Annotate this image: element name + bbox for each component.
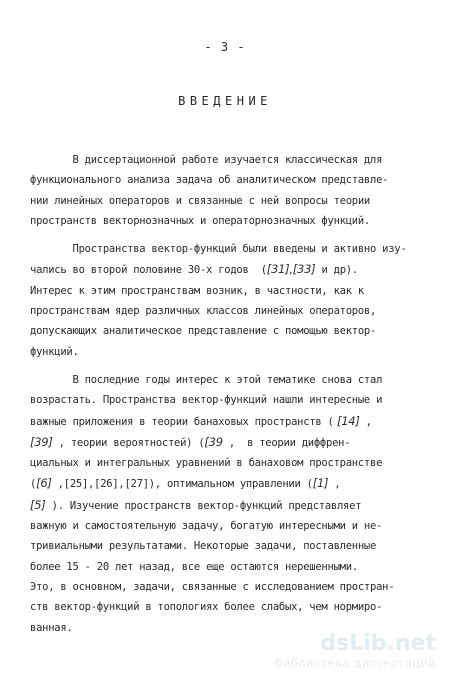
handwritten-reference: [14] [333, 413, 360, 428]
text-line [30, 259, 440, 280]
handwritten-reference: [39] [30, 434, 53, 449]
handwritten-reference: [31],[33] [266, 262, 316, 277]
text-line: пространствам ядер различных классов линейных операторов, [30, 305, 377, 318]
text-line: важную и самостоятельную задачу, богатую интересными и не- [30, 520, 383, 533]
watermark [275, 632, 436, 670]
handwritten-reference: [39 [204, 434, 223, 449]
handwritten-reference: [1] [312, 476, 329, 491]
text-segment: важные приложения в теории банаховых пространств ( [30, 415, 334, 428]
text-line [30, 432, 440, 453]
text-segment: ( [30, 478, 37, 491]
text-segment: ). Изучение пространств вектор-функций представляет [45, 499, 362, 512]
text-line: В последние годы интерес к этой тематике снова стал [30, 373, 383, 386]
watermark-subtitle: библиотека диссертаций [275, 656, 436, 670]
text-line [30, 473, 440, 494]
text-segment: , [328, 478, 341, 491]
body-text [30, 150, 440, 638]
text-line: нии линейных операторов и связанные с ней вопросы теории [30, 194, 371, 207]
text-line: циальных и интегральных уравнений в банаховом пространстве [30, 457, 383, 470]
text-line [30, 495, 440, 516]
text-line: пространств векторнозначных и операторнозначных функций. [30, 214, 371, 227]
text-line: ванная. [30, 621, 73, 634]
text-segment: , теории вероятностей) ( [52, 436, 205, 449]
text-line: допускающих аналитическое представление с помощью вектор- [30, 325, 377, 338]
text-line: ств вектор-функций в топологиях более слабых, чем нормиро- [30, 601, 383, 614]
watermark-logo: dsLib.net [320, 631, 436, 656]
text-segment: , в теории диффрен- [222, 436, 351, 449]
text-line: Интерес к этим пространствам возник, в частности, как к [30, 284, 364, 297]
text-segment: чались во второй половине 30-х годов ( [30, 264, 267, 277]
text-line: функционального анализа задача об аналитическом представле- [30, 174, 389, 187]
text-line: тривиальными результатами. Некоторые задачи, поставленные [30, 540, 377, 553]
text-line: В диссертационной работе изучается классическая для [30, 154, 383, 166]
text-segment: ,[25],[26],[27] [51, 478, 149, 491]
text-segment: и др). [315, 264, 358, 277]
text-line: Пространства вектор-функций были введены и активно изу- [30, 243, 407, 256]
text-line: возрастать. Пространства вектор-функций нашли интересные и [30, 394, 383, 407]
text-segment: ), оптимальном управлении ( [148, 478, 313, 491]
text-line: Это, в основном, задачи, связанные с исследованием простран- [30, 580, 395, 593]
text-segment: , [359, 415, 372, 428]
handwritten-reference: [5] [30, 497, 46, 512]
page-number: - 3 - [204, 40, 246, 54]
text-line: более 15 - 20 лет назад, все еще остаются нерешенными. [30, 560, 358, 573]
section-heading: ВВЕДЕНИЕ [178, 94, 272, 108]
text-line [30, 411, 440, 432]
handwritten-reference: [6] [36, 476, 52, 491]
text-line: функций. [30, 345, 79, 358]
